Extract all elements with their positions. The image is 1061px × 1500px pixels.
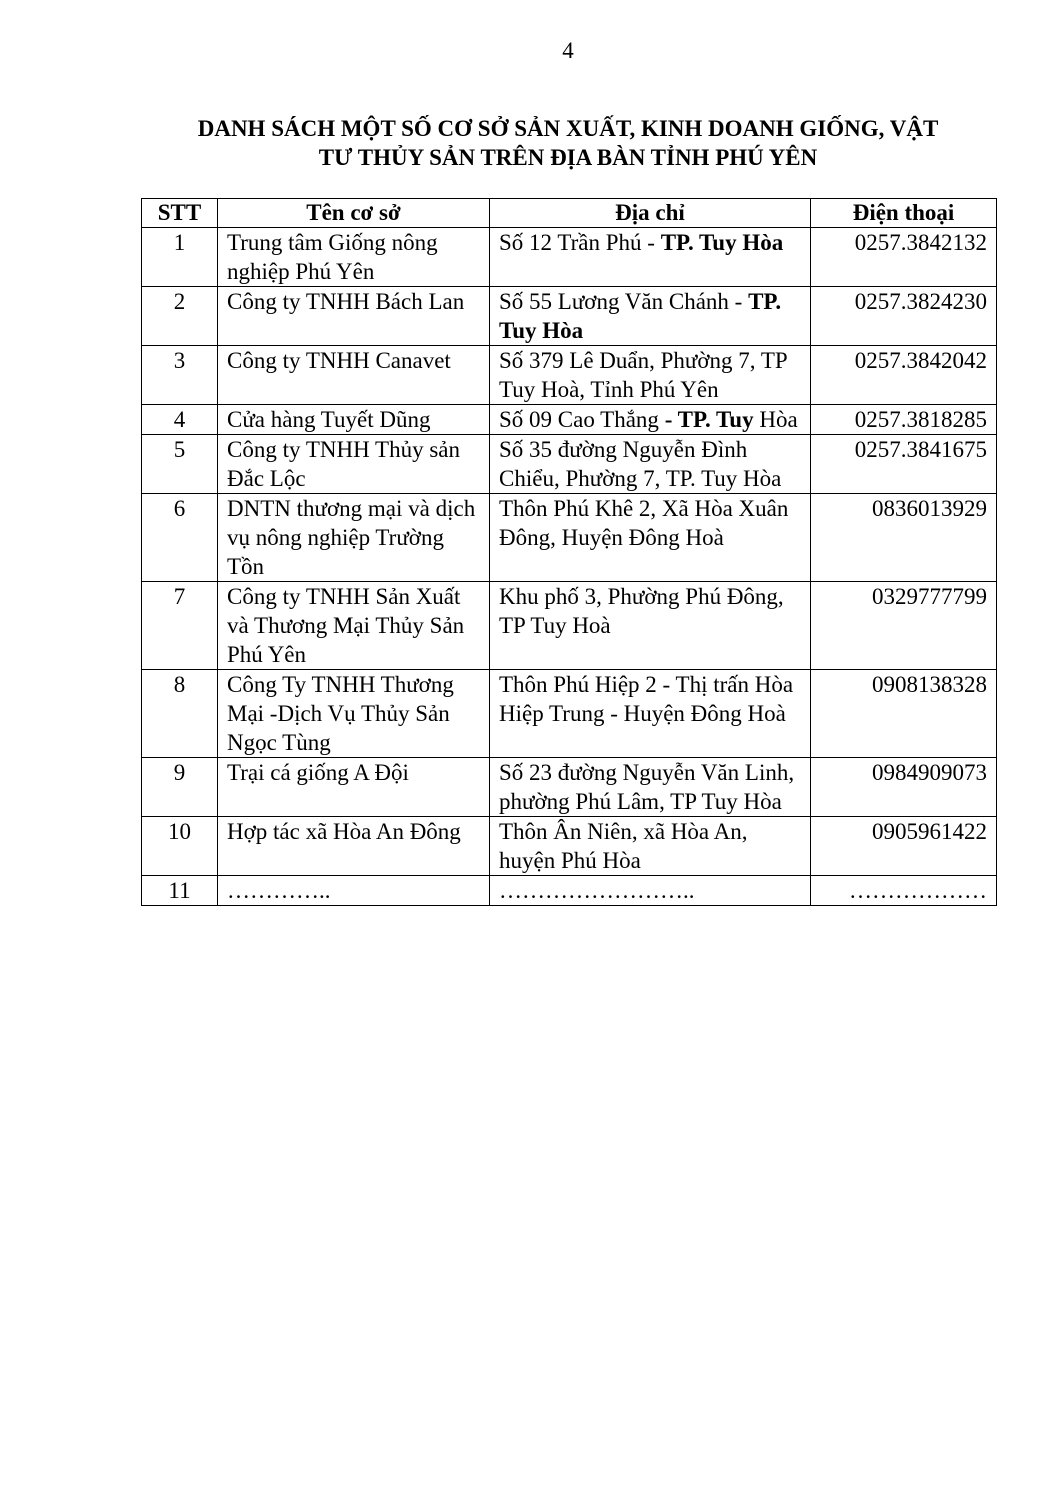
row-stt: 9 xyxy=(142,758,218,817)
address-text: Số 23 đường Nguyễn Văn Linh, phường Phú Lâm, TP Tuy Hòa xyxy=(499,760,795,814)
address-tail: Hòa xyxy=(753,407,798,432)
address-text: …………………….. xyxy=(499,878,695,903)
row-address xyxy=(490,758,811,817)
document-title xyxy=(140,114,996,172)
row-name: Hợp tác xã Hòa An Đông xyxy=(218,817,490,876)
row-address xyxy=(490,494,811,582)
row-phone: 0257.3841675 xyxy=(811,435,997,494)
address-text: Thôn Phú Hiệp 2 - Thị trấn Hòa Hiệp Trung - Huyện Đông Hoà xyxy=(499,672,794,726)
page-number: 4 xyxy=(562,38,574,63)
row-stt: 10 xyxy=(142,817,218,876)
table-row xyxy=(142,346,997,405)
row-address xyxy=(490,287,811,346)
row-stt: 7 xyxy=(142,582,218,670)
address-city-bold: TP. Tuy Hòa xyxy=(660,230,784,255)
header-address: Địa chỉ xyxy=(490,199,811,228)
row-name: Công ty TNHH Sản Xuất và Thương Mại Thủy Sản Phú Yên xyxy=(218,582,490,670)
row-phone: 0257.3842132 xyxy=(811,228,997,287)
row-phone: ……………… xyxy=(811,876,997,906)
table-row xyxy=(142,876,997,906)
facility-table xyxy=(141,198,997,906)
header-stt: STT xyxy=(142,199,218,228)
address-text: Số 379 Lê Duẩn, Phường 7, TP Tuy Hoà, Tỉnh Phú Yên xyxy=(499,348,787,402)
row-address xyxy=(490,435,811,494)
row-address xyxy=(490,582,811,670)
table-row xyxy=(142,494,997,582)
table-row xyxy=(142,758,997,817)
row-name: Công Ty TNHH Thương Mại -Dịch Vụ Thủy Sản Ngọc Tùng xyxy=(218,670,490,758)
table-row xyxy=(142,287,997,346)
row-phone: 0984909073 xyxy=(811,758,997,817)
row-address xyxy=(490,876,811,906)
address-text: Thôn Phú Khê 2, Xã Hòa Xuân Đông, Huyện Đông Hoà xyxy=(499,496,789,550)
row-name: Cửa hàng Tuyết Dũng xyxy=(218,405,490,435)
row-address xyxy=(490,405,811,435)
title-line-1: DANH SÁCH MỘT SỐ CƠ SỞ SẢN XUẤT, KINH DOANH GIỐNG, VẬT xyxy=(197,116,939,141)
row-stt: 4 xyxy=(142,405,218,435)
row-address xyxy=(490,670,811,758)
row-phone: 0257.3824230 xyxy=(811,287,997,346)
address-text: Số 35 đường Nguyễn Đình Chiểu, Phường 7, TP. Tuy Hòa xyxy=(499,437,782,491)
address-text: Số 09 Cao Thắng xyxy=(499,407,665,432)
row-name: Công ty TNHH Thủy sản Đắc Lộc xyxy=(218,435,490,494)
row-name: Trại cá giống A Đội xyxy=(218,758,490,817)
table-header-row xyxy=(142,199,997,228)
address-text: Khu phố 3, Phường Phú Đông, TP Tuy Hoà xyxy=(499,584,784,638)
table-row xyxy=(142,435,997,494)
row-name: Công ty TNHH Bách Lan xyxy=(218,287,490,346)
row-stt: 1 xyxy=(142,228,218,287)
address-city-bold: - TP. Tuy xyxy=(664,407,754,432)
address-text: Thôn Ân Niên, xã Hòa An, huyện Phú Hòa xyxy=(499,819,748,873)
row-name: ………….. xyxy=(218,876,490,906)
row-name: Công ty TNHH Canavet xyxy=(218,346,490,405)
row-address xyxy=(490,228,811,287)
row-phone: 0908138328 xyxy=(811,670,997,758)
address-text: Số 12 Trần Phú - xyxy=(499,230,661,255)
header-phone: Điện thoại xyxy=(811,199,997,228)
address-text: Số 55 Lương Văn Chánh - xyxy=(499,289,749,314)
row-stt: 6 xyxy=(142,494,218,582)
table-row xyxy=(142,228,997,287)
row-stt: 8 xyxy=(142,670,218,758)
row-phone: 0905961422 xyxy=(811,817,997,876)
row-stt: 3 xyxy=(142,346,218,405)
row-stt: 2 xyxy=(142,287,218,346)
table-row xyxy=(142,582,997,670)
row-phone: 0257.3818285 xyxy=(811,405,997,435)
table-row xyxy=(142,817,997,876)
row-stt: 5 xyxy=(142,435,218,494)
table-row xyxy=(142,670,997,758)
row-address xyxy=(490,817,811,876)
row-name: Trung tâm Giống nông nghiệp Phú Yên xyxy=(218,228,490,287)
row-phone: 0257.3842042 xyxy=(811,346,997,405)
row-phone: 0329777799 xyxy=(811,582,997,670)
row-name: DNTN thương mại và dịch vụ nông nghiệp Trường Tồn xyxy=(218,494,490,582)
title-line-2: TƯ THỦY SẢN TRÊN ĐỊA BÀN TỈNH PHÚ YÊN xyxy=(318,145,818,170)
row-stt: 11 xyxy=(142,876,218,906)
table-row xyxy=(142,405,997,435)
row-address xyxy=(490,346,811,405)
address-city-bold: TP. Tuy Hòa xyxy=(499,289,782,343)
row-phone: 0836013929 xyxy=(811,494,997,582)
header-name: Tên cơ sở xyxy=(218,199,490,228)
